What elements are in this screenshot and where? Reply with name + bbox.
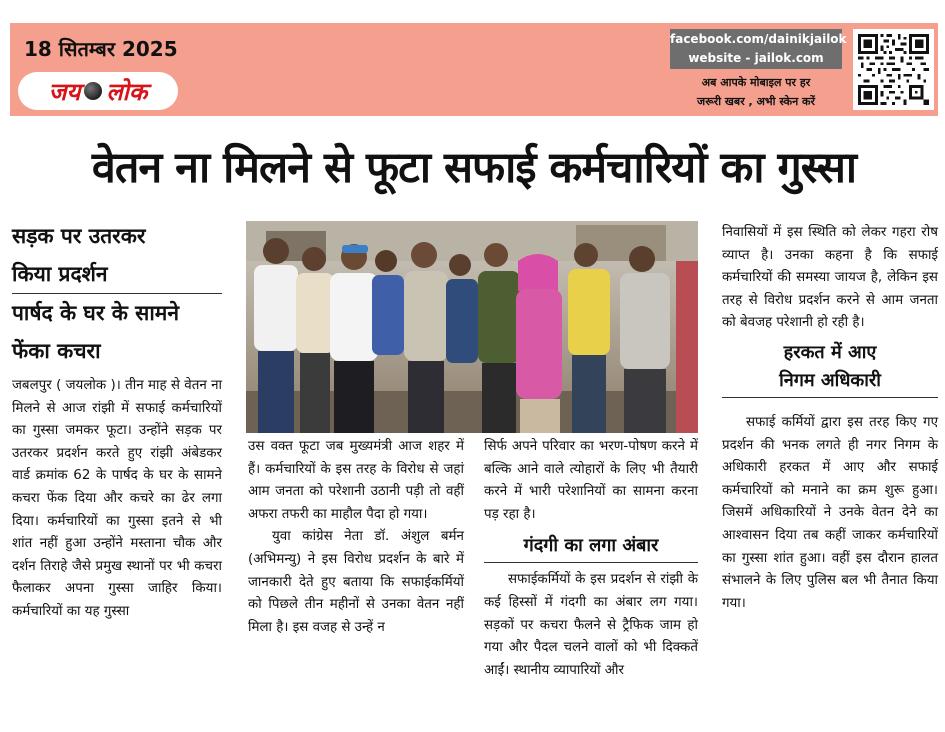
social-links-box (670, 29, 847, 69)
column-4 (722, 222, 938, 615)
scan-promo (662, 73, 850, 111)
logo-ball-icon (84, 82, 102, 100)
body-paragraph-2: उस वक्त फूटा जब मुख्यमंत्री आज शहर में हैं। कर्मचारियों के इस तरह के विरोध से जहां आम जनता को परेशानी उठानी पड़ी तो वहीं अफरा तफरी का माहौल पैदा हो गया। (248, 439, 464, 522)
subhead-filth-divider (484, 562, 698, 563)
subhead-protest-line-1: सड़क पर उतरकर (12, 224, 146, 248)
logo-word-lok: लोक (106, 77, 148, 106)
body-paragraph-3: युवा कांग्रेस नेता डॉ. अंशुल बर्मन (अभिमन्यु) ने इस विरोध प्रदर्शन के बारे में जानकारी देते हुए बताया कि सफाईकर्मियों को पिछले तीन महीनों से उनका वेतन नहीं मिला है। इस वजह से उन्हें न (248, 529, 464, 635)
body-paragraph-4: सिर्फ अपने परिवार का भरण-पोषण करने में बल्कि आने वाले त्योहारों के लिए भी तैयारी करने में भारी परेशानियों का सामना करना पड़ रहा है। (484, 439, 698, 522)
subhead-filth-pile: गंदगी का लगा अंबार (523, 535, 659, 557)
masthead (10, 23, 938, 116)
scan-promo-line-1: अब आपके मोबाइल पर हर (701, 76, 811, 89)
subhead-officials-line-1: हरकत में आए (783, 341, 877, 363)
subhead-garbage-line-1: पार्षद के घर के सामने (12, 301, 180, 325)
subhead-garbage-line-2: फेंका कचरा (12, 339, 101, 363)
body-paragraph-6: निवासियों में इस स्थिति को लेकर गहरा रोष व्याप्त है। उनका कहना है कि सफाई कर्मचारियों की समस्या जायज है, लेकिन इस तरह से विरोध प्रदर्शन करने से आम जनता को बेवजह परेशानी हो रही है। (722, 225, 938, 331)
column-2 (248, 436, 464, 639)
website-link[interactable]: website - jailok.com (688, 51, 824, 65)
subhead-protest-line-2: किया प्रदर्शन (12, 262, 108, 286)
article-headline: वेतन ना मिलने से फूटा सफाई कर्मचारियों का गुस्सा (91, 143, 857, 193)
subhead-officials-divider (722, 397, 938, 398)
subhead-officials-line-2: निगम अधिकारी (779, 369, 881, 391)
body-paragraph-1: जबलपुर ( जयलोक )। तीन माह से वेतन ना मिलने से आज रांझी में सफाई कर्मचारियों का गुस्सा जमकर फूटा। उन्होंने सड़क पर उतरकर प्रदर्शन करते हुए रांझी अंबेडकर वार्ड क्रमांक 62 के पार्षद के घर के सामने कचरा फेंक दिया और कचरे का ढेर लगा दिया। कर्मचारियों का गुस्सा इतने से भी शांत नहीं हुआ उन्होंने मस्ताना चौक और दर्शन तिराहे जैसे प्रमुख स्थानों पर भी कचरा फैलाकर अपना गुस्सा जाहिर किया। कर्मचारियों का यह गुस्सा (12, 378, 222, 619)
facebook-link[interactable]: facebook.com/dainikjailok (670, 32, 847, 46)
logo-word-jai: जय (48, 77, 81, 106)
body-paragraph-5: सफाईकर्मियों के इस प्रदर्शन से रांझी के कई हिस्सों में गंदगी का अंबार लग गया। सड़कों पर कचरा फैलने से ट्रैफिक जाम हो गया और पैदल चलने वालों को भी दिक्कतें आईं। स्थानीय व्यापारियों और (484, 572, 698, 678)
column-3 (484, 436, 698, 682)
column-1 (12, 217, 222, 619)
qr-code-icon[interactable] (853, 29, 934, 110)
scan-promo-line-2: जरूरी खबर , अभी स्केन करें (697, 95, 815, 108)
issue-date: 18 सितम्बर 2025 (24, 37, 178, 61)
jailok-logo[interactable] (18, 72, 178, 110)
protest-photo (246, 221, 698, 433)
body-paragraph-7: सफाई कर्मियों द्वारा इस तरह किए गए प्रदर्शन की भनक लगते ही नगर निगम के अधिकारी हरकत में आए और सफाई कर्मचारियों को मनाने का क्रम शुरू हुआ। जिसमें अधिकारियों ने उनके वेतन देने का आश्वासन दिया तब कहीं जाकर कर्मचारियों का गुस्सा शांत हुआ। वहीं इस दौरान हालत संभालने के लिए पुलिस बल भी तैनात किया गया। (722, 414, 938, 611)
